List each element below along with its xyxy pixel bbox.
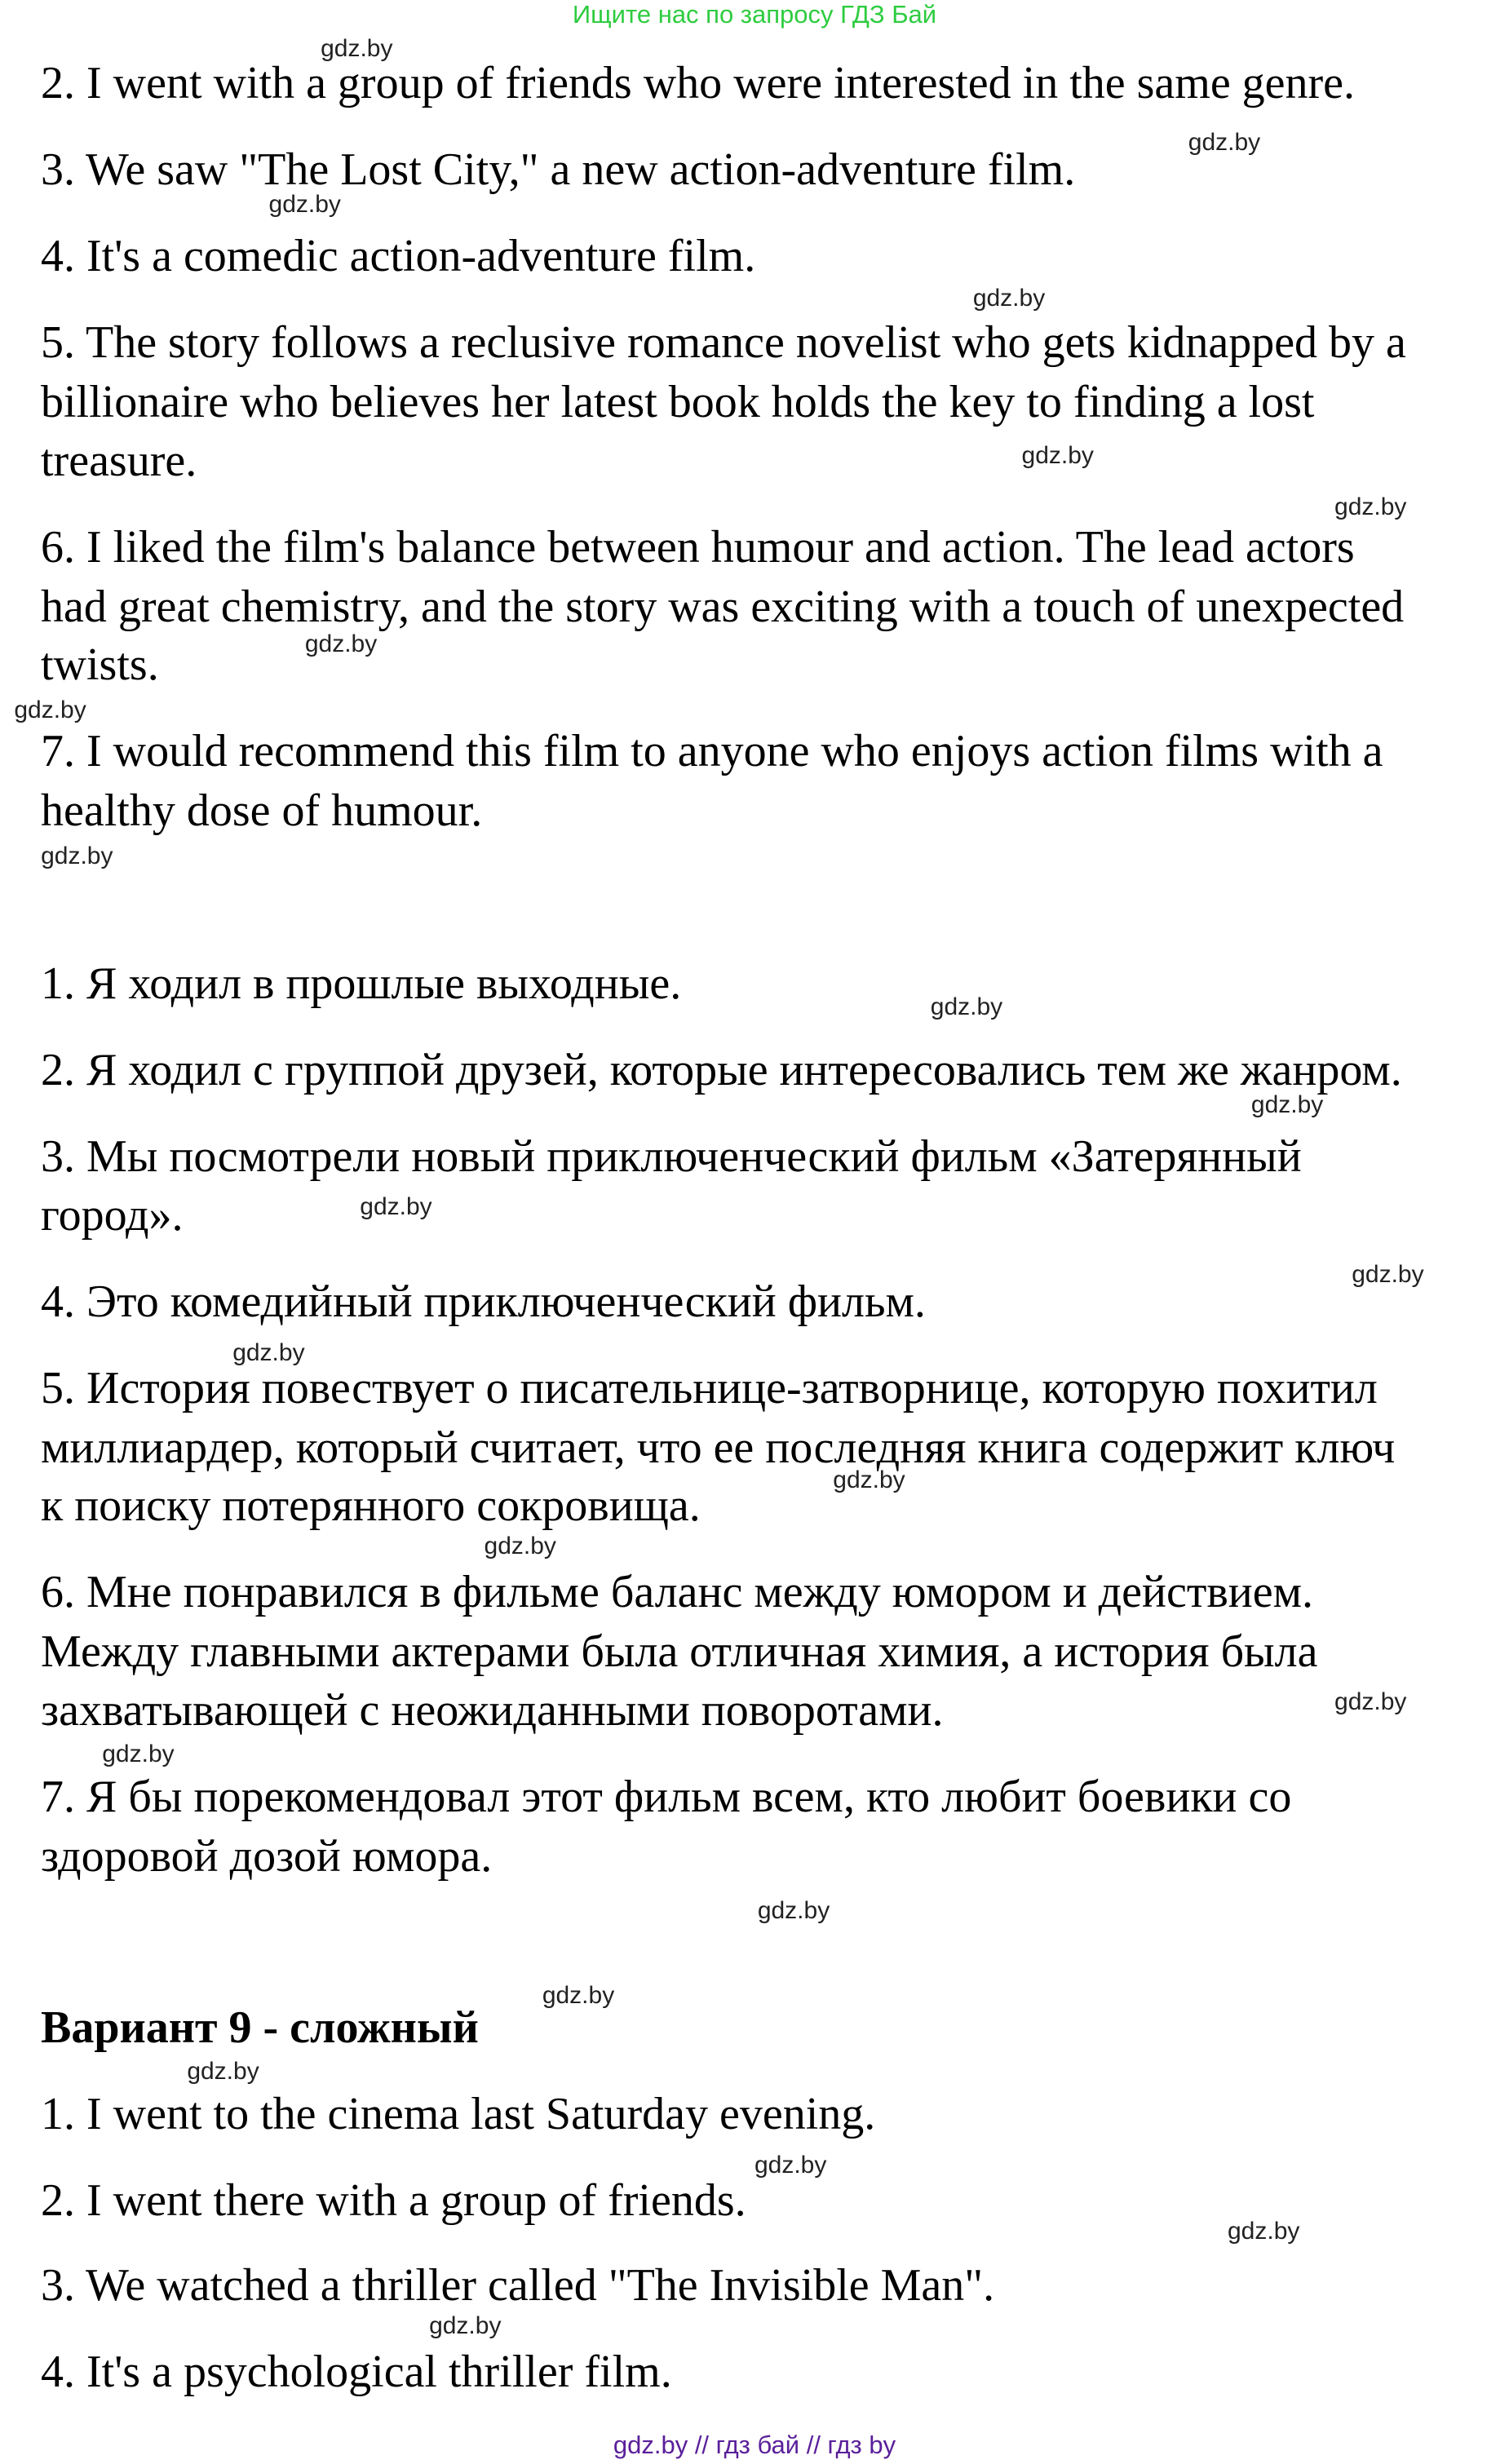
- translation-line: 6. Мне понравился в фильме баланс между юмором и действием.: [41, 1567, 1314, 1618]
- watermark: gdz.by: [102, 1740, 175, 1767]
- answer-line: 3. We watched a thriller called "The Invisible Man".: [41, 2259, 995, 2311]
- watermark: gdz.by: [833, 1466, 905, 1494]
- translation-line: 1. Я ходил в прошлые выходные.: [41, 958, 682, 1010]
- watermark: gdz.by: [754, 2152, 827, 2179]
- answer-line: had great chemistry, and the story was exciting with a touch of unexpected: [41, 581, 1405, 632]
- watermark: gdz.by: [1334, 1688, 1407, 1715]
- answer-line: treasure.: [41, 435, 197, 486]
- watermark: gdz.by: [187, 2057, 259, 2085]
- translation-line: 2. Я ходил с группой друзей, которые интересовались тем же жанром.: [41, 1045, 1402, 1096]
- answer-line: healthy dose of humour.: [41, 785, 483, 837]
- watermark: gdz.by: [1250, 1090, 1324, 1118]
- answer-line: 6. I liked the film's balance between humour and action. The lead actors: [41, 521, 1355, 573]
- watermark: gdz.by: [1334, 493, 1407, 521]
- watermark: gdz.by: [542, 1982, 615, 2010]
- watermark: gdz.by: [1352, 1260, 1424, 1288]
- answer-line: 3. We saw "The Lost City," a new action-adventure film.: [41, 144, 1076, 196]
- footer-links: gdz.by // гдз бай // гдз by: [613, 2431, 896, 2459]
- section-heading: Вариант 9 - сложный: [41, 2002, 479, 2053]
- watermark: gdz.by: [757, 1897, 830, 1925]
- translation-line: к поиску потерянного сокровища.: [41, 1480, 701, 1532]
- answer-line: 4. It's a comedic action-adventure film.: [41, 231, 756, 282]
- answer-line: 4. It's a psychological thriller film.: [41, 2346, 672, 2397]
- watermark: gdz.by: [268, 190, 341, 218]
- watermark: gdz.by: [1188, 129, 1261, 157]
- watermark: gdz.by: [360, 1192, 432, 1220]
- watermark: gdz.by: [429, 2311, 502, 2339]
- answer-line: 1. I went to the cinema last Saturday evening.: [41, 2088, 876, 2139]
- watermark: gdz.by: [484, 1533, 556, 1560]
- watermark: gdz.by: [930, 993, 1003, 1021]
- translation-line: здоровой дозой юмора.: [41, 1830, 493, 1882]
- watermark: gdz.by: [972, 285, 1046, 312]
- watermark: gdz.by: [14, 697, 86, 723]
- translation-line: миллиардер, который считает, что ее последняя книга содержит ключ: [41, 1422, 1396, 1473]
- watermark: gdz.by: [304, 630, 378, 658]
- translation-line: 3. Мы посмотрели новый приключенческий фильм «Затерянный: [41, 1131, 1302, 1183]
- answer-line: 2. I went there with a group of friends.: [41, 2174, 746, 2226]
- translation-line: город».: [41, 1189, 184, 1241]
- watermark: gdz.by: [41, 843, 113, 870]
- translation-line: 5. История повествует о писательнице-затворнице, которую похитил: [41, 1362, 1378, 1413]
- translation-line: 7. Я бы порекомендовал этот фильм всем, кто любит боевики со: [41, 1771, 1292, 1822]
- site-search-banner: Ищите нас по запросу ГДЗ Бай: [572, 0, 937, 29]
- answer-line: 7. I would recommend this film to anyone who enjoys action films with a: [41, 726, 1383, 777]
- answer-line: 5. The story follows a reclusive romance novelist who gets kidnapped by a: [41, 317, 1406, 369]
- translation-line: 4. Это комедийный приключенческий фильм.: [41, 1276, 926, 1327]
- answer-line: twists.: [41, 639, 159, 691]
- answer-line: billionaire who believes her latest book holds the key to finding a lost: [41, 377, 1315, 428]
- translation-line: Между главными актерами была отличная химия, а история была: [41, 1626, 1318, 1678]
- translation-line: захватывающей с неожиданными поворотами.: [41, 1684, 944, 1736]
- answer-line: 2. I went with a group of friends who were interested in the same genre.: [41, 58, 1356, 109]
- watermark: gdz.by: [1227, 2218, 1300, 2245]
- watermark: gdz.by: [321, 34, 393, 62]
- watermark: gdz.by: [1021, 441, 1094, 469]
- watermark: gdz.by: [232, 1339, 305, 1367]
